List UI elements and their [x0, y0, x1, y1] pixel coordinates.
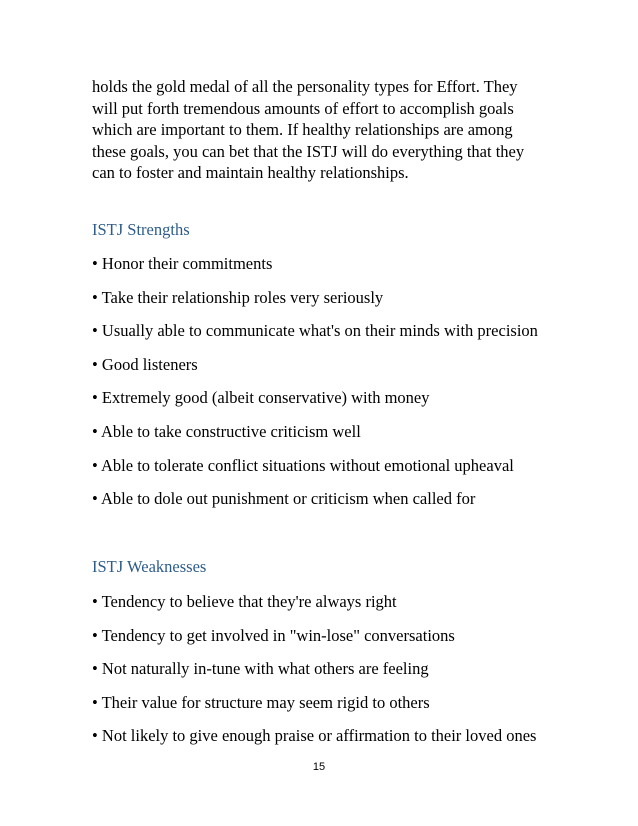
strength-item: • Good listeners	[92, 354, 198, 374]
weakness-item: • Their value for structure may seem rigid to others	[92, 692, 430, 712]
intro-line: will put forth tremendous amounts of effort to accomplish goals	[92, 98, 514, 118]
intro-line: which are important to them. If healthy relationships are among	[92, 120, 513, 140]
strength-item: • Take their relationship roles very seriously	[92, 287, 384, 307]
intro-line: can to foster and maintain healthy relationships.	[92, 163, 409, 183]
intro-line: holds the gold medal of all the personality types for Effort. They	[92, 77, 518, 96]
strength-item: • Able to dole out punishment or criticism when called for	[92, 489, 476, 509]
weaknesses-heading: ISTJ Weaknesses	[92, 557, 207, 576]
intro-paragraph	[92, 76, 552, 184]
page-number: 15	[312, 761, 326, 773]
weaknesses-list	[92, 591, 562, 759]
weakness-item: • Not likely to give enough praise or affirmation to their loved ones	[92, 726, 537, 746]
strength-item: • Able to take constructive criticism well	[92, 421, 361, 441]
intro-line: these goals, you can bet that the ISTJ will do everything that they	[92, 141, 525, 161]
strength-item: • Honor their commitments	[92, 254, 273, 273]
strength-item: • Usually able to communicate what's on their minds with precision	[92, 321, 538, 341]
strengths-heading: ISTJ Strengths	[92, 220, 190, 239]
weakness-item: • Tendency to believe that they're always right	[92, 592, 397, 611]
strengths-list	[92, 253, 562, 522]
weakness-item: • Not naturally in-tune with what others are feeling	[92, 659, 429, 679]
strength-item: • Extremely good (albeit conservative) with money	[92, 388, 430, 408]
weakness-item: • Tendency to get involved in "win-lose" conversations	[92, 625, 455, 645]
strength-item: • Able to tolerate conflict situations without emotional upheaval	[92, 455, 514, 475]
